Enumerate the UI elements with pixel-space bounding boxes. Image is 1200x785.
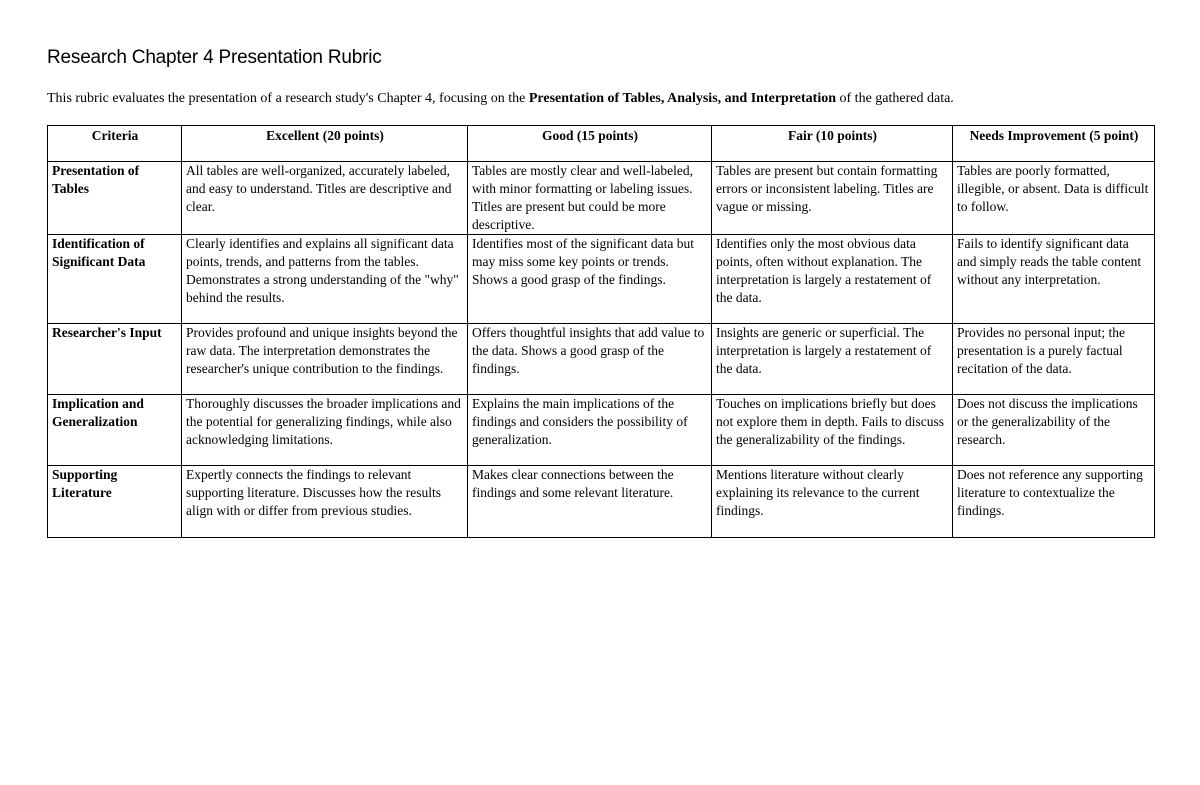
criteria-cell: Supporting Literature xyxy=(48,466,182,538)
criteria-cell: Presentation of Tables xyxy=(48,162,182,235)
intro-text-bold: Presentation of Tables, Analysis, and Interpretation xyxy=(528,91,837,106)
excellent-cell: Expertly connects the findings to relevant supporting literature. Discusses how the results align with or differ from previous studies. xyxy=(182,466,468,538)
good-cell: Makes clear connections between the findings and some relevant literature. xyxy=(468,466,712,538)
needs-improvement-cell: Does not discuss the implications or the generalizability of the research. xyxy=(953,395,1155,466)
intro-text-before: This rubric evaluates the presentation of a research study's Chapter 4, focusing on the xyxy=(47,91,529,106)
good-cell: Tables are mostly clear and well-labeled, with minor formatting or labeling issues. Titles are present but could be more descriptive. xyxy=(468,162,712,235)
table-row xyxy=(48,466,1155,538)
header-fair: Fair (10 points) xyxy=(712,126,953,162)
header-excellent: Excellent (20 points) xyxy=(182,126,468,162)
header-row xyxy=(48,126,1155,162)
intro-text-after: of the gathered data. xyxy=(836,91,954,106)
criteria-cell: Implication and Generalization xyxy=(48,395,182,466)
excellent-cell: Provides profound and unique insights beyond the raw data. The interpretation demonstrates the researcher's unique contribution to the findings. xyxy=(182,324,468,395)
criteria-cell: Researcher's Input xyxy=(48,324,182,395)
criteria-cell: Identification of Significant Data xyxy=(48,235,182,324)
fair-cell: Identifies only the most obvious data points, often without explanation. The interpretation is largely a restatement of the data. xyxy=(712,235,953,324)
table-row xyxy=(48,162,1155,235)
table-row xyxy=(48,324,1155,395)
fair-cell: Mentions literature without clearly explaining its relevance to the current findings. xyxy=(712,466,953,538)
header-criteria: Criteria xyxy=(48,126,182,162)
table-row xyxy=(48,395,1155,466)
needs-improvement-cell: Does not reference any supporting literature to contextualize the findings. xyxy=(953,466,1155,538)
header-needs-improvement: Needs Improvement (5 point) xyxy=(953,126,1155,162)
rubric-table xyxy=(47,125,1155,538)
needs-improvement-cell: Provides no personal input; the presentation is a purely factual recitation of the data. xyxy=(953,324,1155,395)
fair-cell: Insights are generic or superficial. The interpretation is largely a restatement of the data. xyxy=(712,324,953,395)
fair-cell: Touches on implications briefly but does not explore them in depth. Fails to discuss the generalizability of the findings. xyxy=(712,395,953,466)
intro-paragraph xyxy=(47,91,954,107)
needs-improvement-cell: Fails to identify significant data and simply reads the table content without any interpretation. xyxy=(953,235,1155,324)
excellent-cell: Clearly identifies and explains all significant data points, trends, and patterns from the tables. Demonstrates a strong understanding of the "why" behind the results. xyxy=(182,235,468,324)
header-good: Good (15 points) xyxy=(468,126,712,162)
excellent-cell: Thoroughly discusses the broader implications and the potential for generalizing findings, while also acknowledging limitations. xyxy=(182,395,468,466)
excellent-cell: All tables are well-organized, accurately labeled, and easy to understand. Titles are descriptive and clear. xyxy=(182,162,468,235)
good-cell: Offers thoughtful insights that add value to the data. Shows a good grasp of the findings. xyxy=(468,324,712,395)
fair-cell: Tables are present but contain formatting errors or inconsistent labeling. Titles are vague or missing. xyxy=(712,162,953,235)
page-title: Research Chapter 4 Presentation Rubric xyxy=(47,47,382,68)
good-cell: Explains the main implications of the findings and considers the possibility of generalization. xyxy=(468,395,712,466)
needs-improvement-cell: Tables are poorly formatted, illegible, or absent. Data is difficult to follow. xyxy=(953,162,1155,235)
table-row xyxy=(48,235,1155,324)
good-cell: Identifies most of the significant data but may miss some key points or trends. Shows a good grasp of the findings. xyxy=(468,235,712,324)
